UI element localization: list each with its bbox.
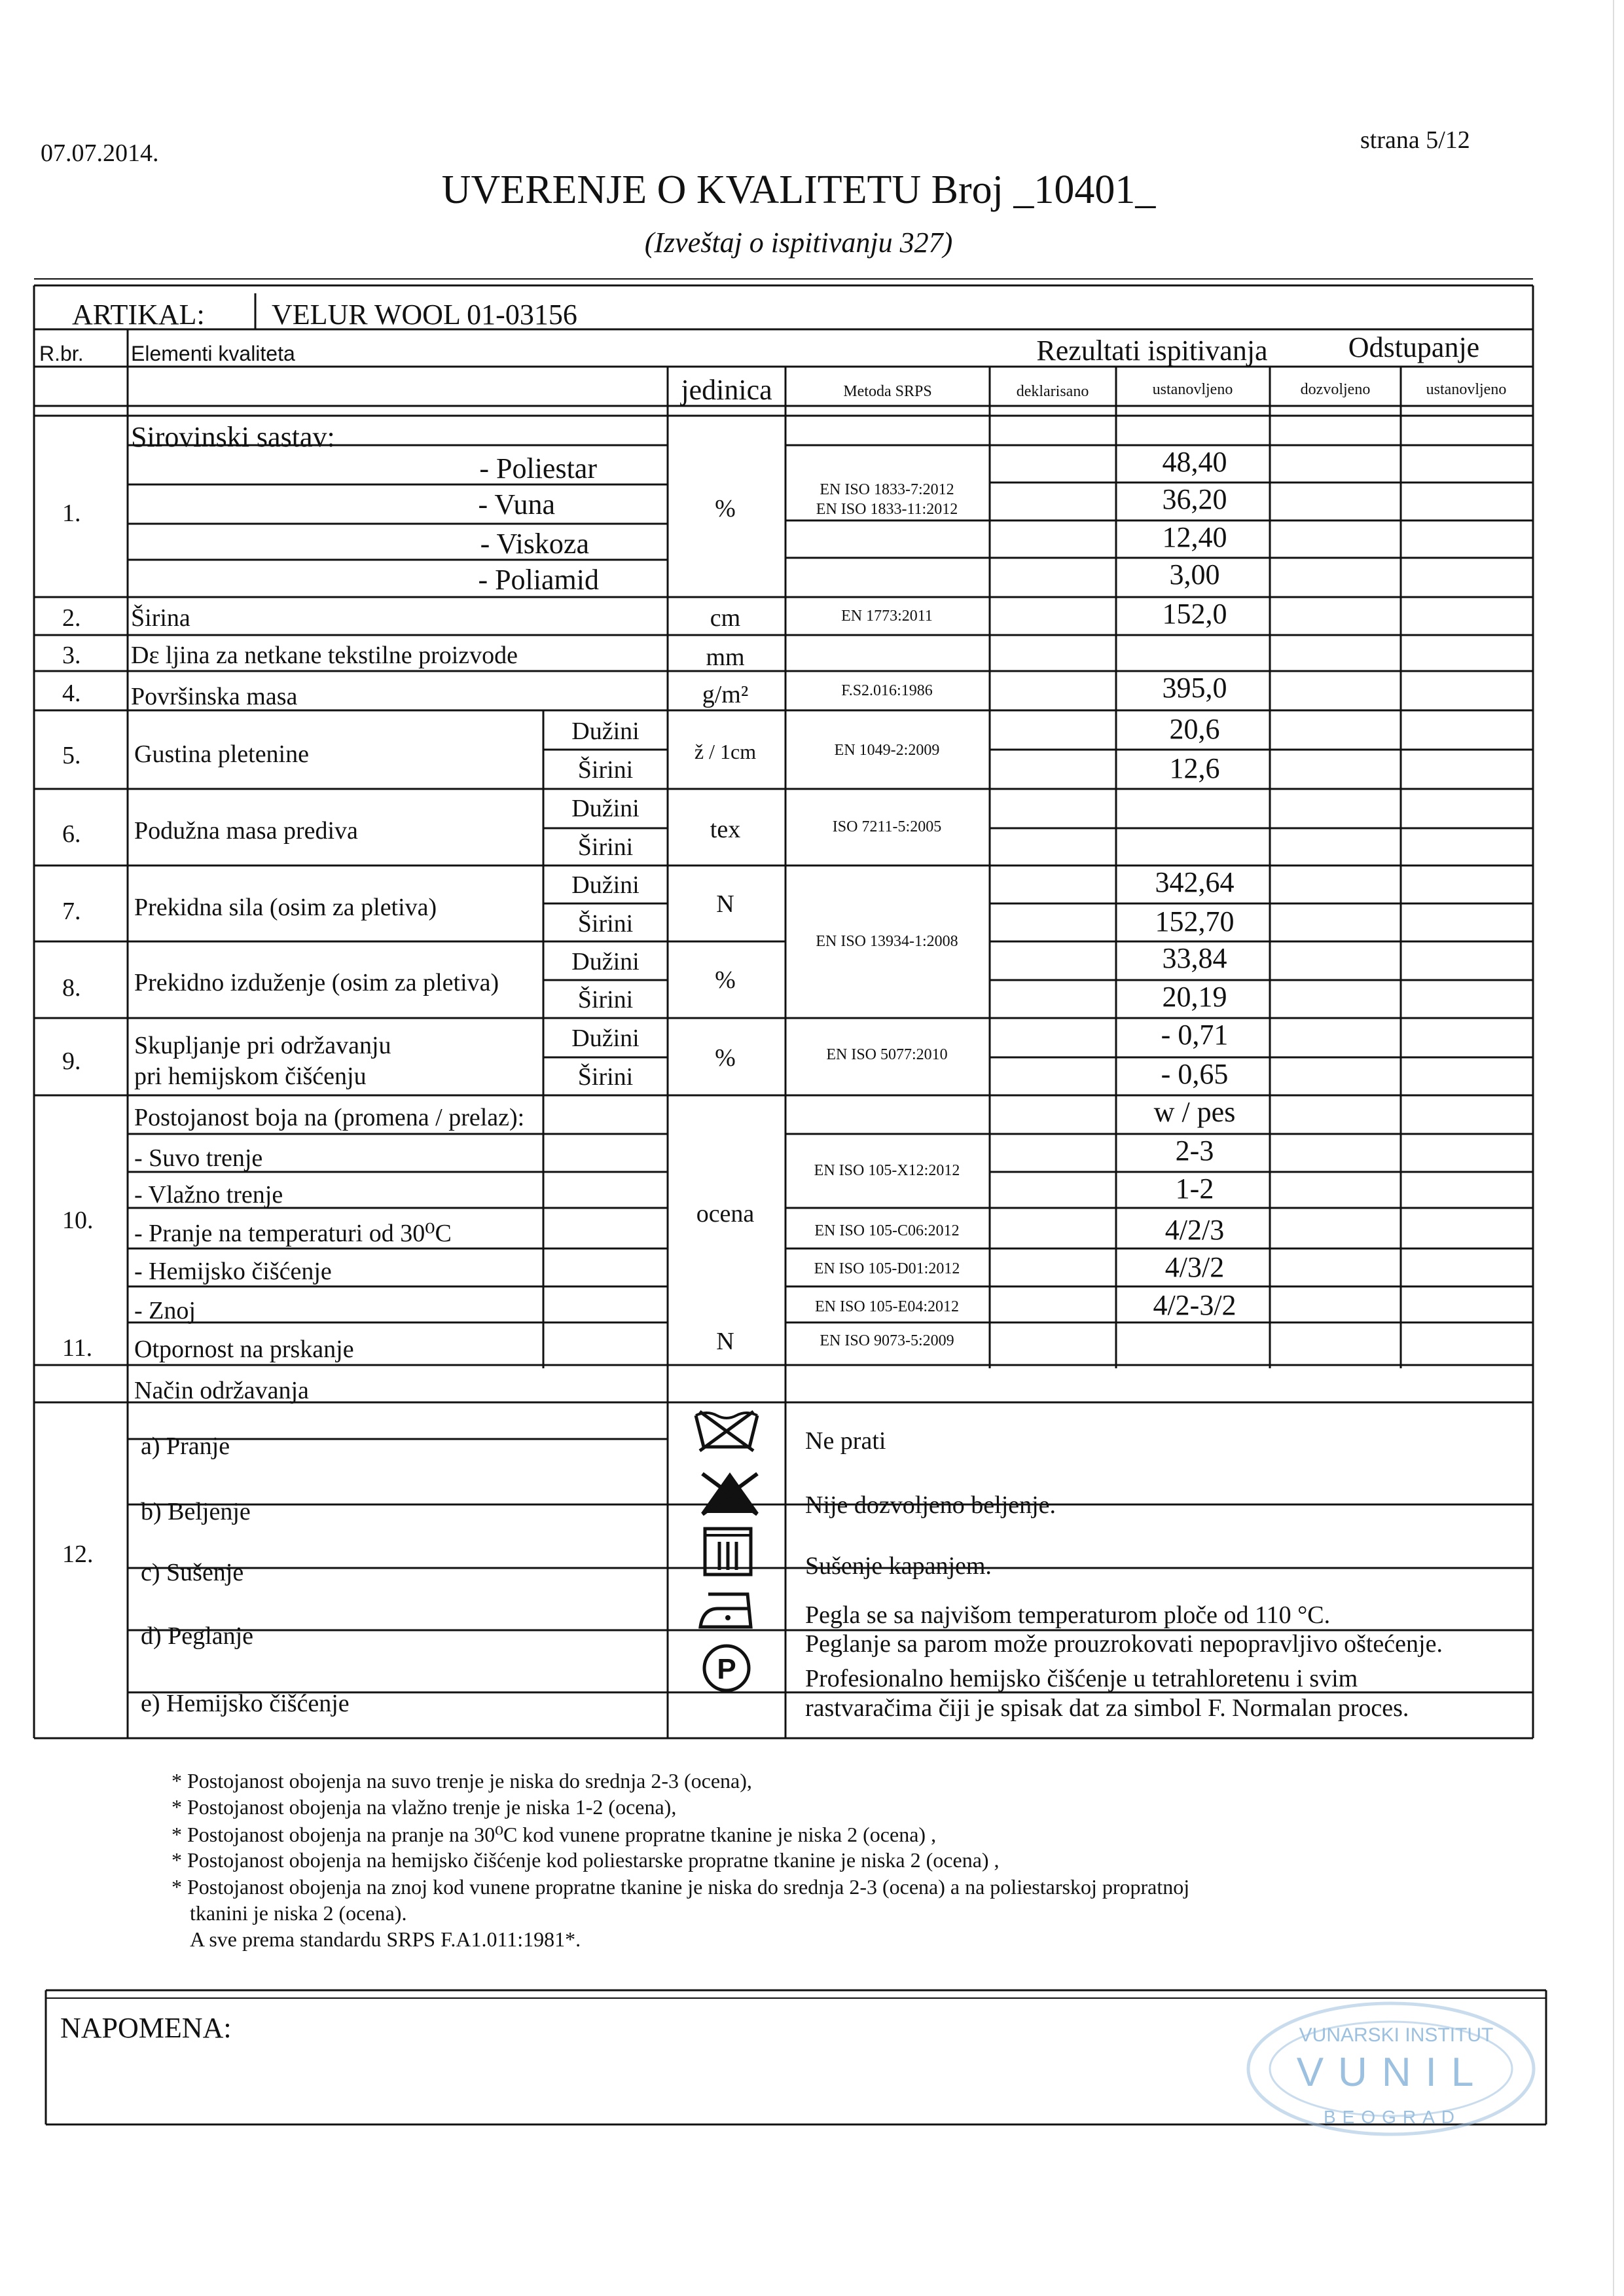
row-1-item-name: - Poliestar [479, 452, 597, 484]
row-1-number: 1. [62, 500, 81, 527]
row-3-name: Dε ljina za netkane tekstilne proizvode [131, 642, 518, 669]
row-10-item-name: - Pranje na temperaturi od 30⁰C [134, 1220, 452, 1247]
drip-dry-icon [702, 1525, 754, 1578]
row-5-method: EN 1049-2:2009 [834, 742, 940, 759]
col-jedinica: jedinica [681, 374, 772, 406]
note-line: * Postojanost obojenja na hemijsko čišćenje kod poliestarske propratne tkanine je niska 2 (ocena) , [171, 1848, 1000, 1872]
row-3-unit: mm [706, 644, 745, 671]
page-number: strana 5/12 [1360, 126, 1470, 154]
note-line: tkanini je niska 2 (ocena). [190, 1901, 407, 1925]
col-elementi: Elementi kvaliteta [131, 342, 295, 365]
row-1-method: EN ISO 1833-11:2012 [816, 501, 958, 518]
row-7-value: 152,70 [1155, 905, 1235, 938]
row-9-value: - 0,71 [1161, 1019, 1229, 1051]
row-9-value: - 0,65 [1161, 1058, 1229, 1090]
row-10-number: 10. [62, 1207, 94, 1234]
row-10-item-name: - Hemijsko čišćenje [134, 1258, 332, 1285]
row-6-direction: Dužini [571, 795, 640, 822]
dry-clean-p-icon [700, 1642, 753, 1694]
row-4-value: 395,0 [1162, 672, 1227, 704]
row-10-item-name: - Suvo trenje [134, 1144, 263, 1172]
row-12-item-name: c) Sušenje [141, 1559, 244, 1586]
row-10-method: EN ISO 105-X12:2012 [814, 1162, 960, 1179]
row-10-method: EN ISO 105-D01:2012 [814, 1260, 960, 1277]
col-rbr: R.br. [39, 342, 84, 365]
row-4-number: 4. [62, 680, 81, 707]
row-1-method: EN ISO 1833-7:2012 [820, 481, 954, 498]
row-7-number: 7. [62, 898, 81, 925]
row-2-method: EN 1773:2011 [841, 608, 933, 625]
row-5-value: 20,6 [1169, 713, 1220, 745]
col-rezultati: Rezultati ispitivanja [1036, 335, 1268, 367]
row-10-head: Postojanost boja na (promena / prelaz): [134, 1104, 525, 1131]
row-8-direction: Dužini [571, 948, 640, 975]
col-dozvoljeno: dozvoljeno [1300, 381, 1371, 398]
napomena-label: NAPOMENA: [60, 2012, 232, 2044]
stamp-text: VUNIL [1296, 2050, 1489, 2095]
row-5-number: 5. [62, 742, 81, 769]
row-10-value: 1-2 [1175, 1173, 1214, 1205]
row-10-unit: ocena [696, 1200, 755, 1228]
row-11-name: Otpornost na prskanje [134, 1336, 354, 1363]
no-wash-icon [691, 1408, 763, 1453]
row-2-number: 2. [62, 604, 81, 632]
row-5-unit: ž / 1cm [694, 740, 757, 763]
row-7-8-method: EN ISO 13934-1:2008 [816, 933, 958, 950]
row-12-item-name: a) Pranje [141, 1432, 230, 1460]
note-line: * Postojanost obojenja na suvo trenje je niska do srednja 2-3 (ocena), [171, 1769, 752, 1793]
row-2-value: 152,0 [1162, 598, 1227, 630]
row-6-method: ISO 7211-5:2005 [832, 818, 942, 835]
row-12-care-text: rastvaračima čiji je spisak dat za simbol F. Normalan proces. [805, 1694, 1409, 1722]
row-12-care-text: Sušenje kapanjem. [805, 1552, 992, 1580]
row-11-method: EN ISO 9073-5:2009 [820, 1332, 954, 1349]
row-10-item-name: - Vlažno trenje [134, 1181, 283, 1209]
row-4-method: F.S2.016:1986 [841, 682, 933, 699]
document-date: 07.07.2014. [41, 139, 159, 167]
row-5-direction: Širini [577, 756, 634, 784]
row-3-number: 3. [62, 642, 81, 669]
row-6-direction: Širini [577, 833, 634, 861]
row-8-value: 33,84 [1162, 942, 1227, 974]
stamp-text: BEOGRAD [1323, 2107, 1462, 2127]
document-subtitle: (Izveštaj o ispitivanju 327) [644, 227, 953, 259]
row-12-care-text: Nije dozvoljeno beljenje. [805, 1491, 1056, 1519]
row-1-value: 3,00 [1169, 558, 1220, 591]
row-5-direction: Dužini [571, 718, 640, 745]
row-9-number: 9. [62, 1048, 81, 1075]
row-9-method: EN ISO 5077:2010 [826, 1046, 948, 1063]
row-12-item-name: b) Beljenje [141, 1498, 251, 1525]
row-12-care-text: Ne prati [805, 1427, 886, 1455]
row-10-item-name: - Znoj [134, 1297, 196, 1324]
row-9-direction: Dužini [571, 1025, 640, 1052]
row-9-name: Skupljanje pri održavanju [134, 1032, 391, 1059]
row-8-value: 20,19 [1162, 981, 1227, 1013]
row-10-value: 4/2-3/2 [1153, 1289, 1236, 1321]
col-metoda: Metoda SRPS [843, 383, 932, 400]
row-10-value: 4/2/3 [1164, 1214, 1225, 1246]
stamp-text: VUNARSKI INSTITUT [1299, 2024, 1494, 2046]
row-7-name: Prekidna sila (osim za pletiva) [134, 894, 437, 921]
note-line: * Postojanost obojenja na znoj kod vunene propratne tkanine je niska do srednja 2-3 (ocena) a na poliestarskoj propratnoj [171, 1875, 1190, 1899]
institute-stamp [1240, 1997, 1542, 2141]
row-8-name: Prekidno izduženje (osim za pletiva) [134, 969, 499, 996]
row-12-item-name: e) Hemijsko čišćenje [141, 1690, 350, 1717]
col-ustanovljeno: ustanovljeno [1152, 381, 1233, 398]
iron-icon [695, 1581, 761, 1633]
row-7-value: 342,64 [1155, 866, 1235, 898]
row-6-number: 6. [62, 820, 81, 848]
row-1-head: Sirovinski sastav: [131, 421, 335, 453]
note-line: * Postojanost obojenja na vlažno trenje je niska 1-2 (ocena), [171, 1795, 677, 1819]
row-9-direction: Širini [577, 1063, 634, 1091]
row-12-care-text: Peglanje sa parom može prouzrokovati nepopravljivo oštećenje. [805, 1630, 1443, 1658]
row-12-care-text: Pegla se sa najvišom temperaturom ploče od 110 °C. [805, 1601, 1331, 1629]
row-9-unit: % [715, 1044, 736, 1072]
row-8-number: 8. [62, 974, 81, 1002]
svg-text:P: P [717, 1653, 736, 1685]
artikal-label: ARTIKAL: [72, 299, 205, 331]
row-2-name: Širina [131, 604, 190, 632]
row-12-item-name: d) Peglanje [141, 1622, 254, 1650]
row-6-unit: tex [710, 816, 741, 843]
row-1-item-name: - Poliamid [478, 564, 599, 596]
row-8-direction: Širini [577, 986, 634, 1013]
row-12-head: Način održavanja [134, 1377, 309, 1404]
note-line: * Postojanost obojenja na pranje na 30⁰C kod vunene propratne tkanine je niska 2 (ocena) , [171, 1823, 937, 1846]
row-10-value: 2-3 [1175, 1135, 1214, 1167]
artikal-value: VELUR WOOL 01-03156 [272, 299, 577, 331]
row-12-number: 12. [62, 1540, 94, 1568]
no-bleach-icon [697, 1470, 763, 1516]
row-1-item-name: - Vuna [478, 488, 555, 520]
row-9-name: pri hemijskom čišćenju [134, 1063, 367, 1090]
row-4-unit: g/m² [702, 681, 749, 708]
row-1-value: 48,40 [1162, 446, 1227, 478]
row-4-name: Površinska masa [131, 683, 298, 710]
note-line: A sve prema standardu SRPS F.A1.011:1981*. [190, 1927, 581, 1951]
row-8-unit: % [715, 966, 736, 994]
col-deklarisano: deklarisano [1016, 383, 1089, 400]
col-ustanovljeno-2: ustanovljeno [1426, 381, 1507, 398]
row-6-name: Podužna masa prediva [134, 817, 358, 845]
row-2-unit: cm [710, 604, 741, 632]
row-11-number: 11. [62, 1334, 93, 1362]
row-10-head-value: w / pes [1153, 1096, 1236, 1128]
row-1-unit: % [715, 495, 736, 522]
row-12-care-text: Profesionalno hemijsko čišćenje u tetrahloretenu i svim [805, 1665, 1358, 1692]
row-5-name: Gustina pletenine [134, 740, 309, 768]
row-10-method: EN ISO 105-C06:2012 [814, 1222, 960, 1239]
row-7-direction: Dužini [571, 871, 640, 899]
col-odstupanje: Odstupanje [1348, 331, 1480, 363]
row-10-value: 4/3/2 [1164, 1251, 1225, 1283]
row-1-value: 12,40 [1162, 521, 1227, 553]
row-5-value: 12,6 [1169, 752, 1220, 784]
row-1-value: 36,20 [1162, 483, 1227, 515]
row-1-item-name: - Viskoza [480, 528, 589, 560]
document-title: UVERENJE O KVALITETU Broj _10401_ [441, 168, 1156, 212]
row-7-direction: Širini [577, 910, 634, 938]
row-7-unit: N [716, 890, 734, 918]
row-11-unit: N [716, 1328, 734, 1355]
row-10-method: EN ISO 105-E04:2012 [815, 1298, 959, 1315]
